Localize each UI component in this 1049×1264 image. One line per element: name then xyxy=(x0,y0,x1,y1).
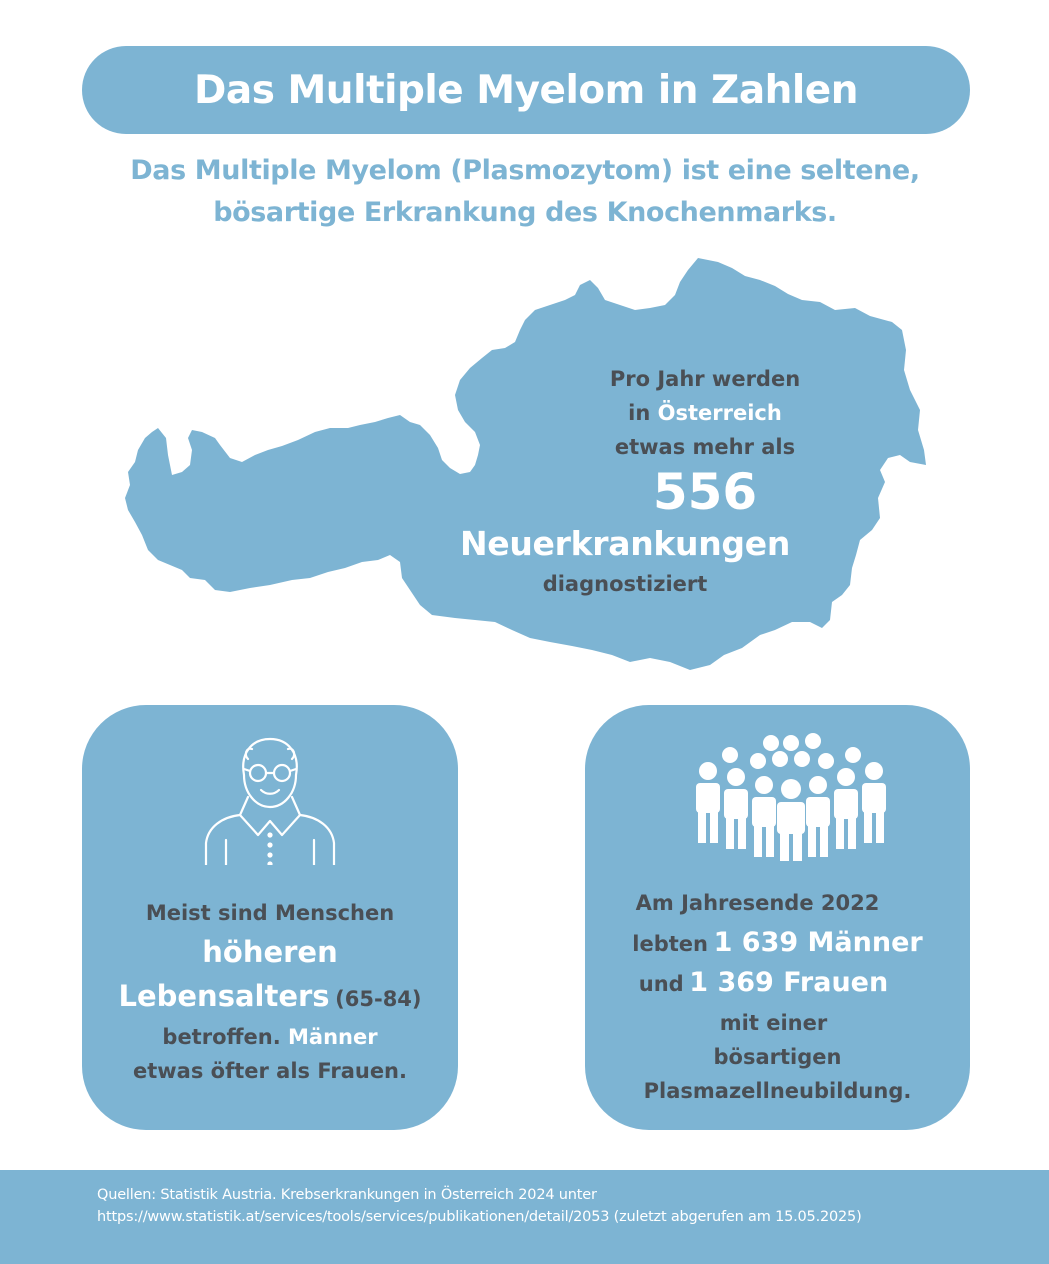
sources-line-1: Quellen: Statistik Austria. Krebserkrankungen in Österreich 2024 unter xyxy=(97,1187,597,1203)
subtitle-line-1: Das Multiple Myelom (Plasmozytom) ist eine seltene, xyxy=(130,155,920,186)
prevalence-card xyxy=(585,705,970,1130)
age-highlight-1: höheren xyxy=(202,935,338,969)
diagnosed-label: diagnostiziert xyxy=(542,572,708,596)
prevalence-line-3 xyxy=(571,967,956,998)
age-line-5: etwas öfter als Frauen. xyxy=(132,1059,407,1083)
map-intro-text xyxy=(580,362,830,464)
age-line-3 xyxy=(82,979,458,1013)
age-highlight-2: Lebensalters xyxy=(118,979,330,1013)
new-cases-label: Neuerkrankungen xyxy=(459,524,791,563)
sources-footer xyxy=(0,1170,1049,1264)
age-line-4-prefix: betroffen. xyxy=(162,1025,288,1049)
women-count: 1 369 Frauen xyxy=(689,967,889,998)
age-line-1: Meist sind Menschen xyxy=(145,901,395,925)
prevalence-line-6: Plasmazellneubildung. xyxy=(643,1079,912,1103)
subtitle-line-2: bösartige Erkrankung des Knochenmarks. xyxy=(213,197,837,228)
and-label: und xyxy=(638,972,684,996)
prevalence-line-1: Am Jahresende 2022 xyxy=(635,891,880,915)
lived-label: lebten xyxy=(632,932,709,956)
page-title: Das Multiple Myelom in Zahlen xyxy=(194,67,858,113)
men-highlight: Männer xyxy=(288,1025,378,1049)
prevalence-line-2 xyxy=(585,927,970,958)
new-cases-number: 556 xyxy=(652,463,758,521)
map-line-2 xyxy=(580,396,830,430)
men-count: 1 639 Männer xyxy=(713,927,923,958)
age-card xyxy=(82,705,458,1130)
map-line-3: etwas mehr als xyxy=(614,435,796,459)
prevalence-line-5: bösartigen xyxy=(713,1045,842,1069)
page-subtitle xyxy=(40,150,1010,234)
title-banner xyxy=(82,46,970,134)
sources-text xyxy=(97,1184,862,1228)
elderly-man-icon xyxy=(204,735,336,865)
age-line-4 xyxy=(82,1025,458,1049)
age-range: (65-84) xyxy=(335,987,422,1011)
group-of-people-icon xyxy=(688,731,894,861)
map-line-2-prefix: in xyxy=(628,401,658,425)
country-highlight: Österreich xyxy=(657,401,782,425)
sources-link[interactable]: https://www.statistik.at/services/tools/services/publikationen/detail/2053 (zuletzt abgerufen am 15.05.2025) xyxy=(97,1209,862,1225)
prevalence-line-4: mit einer xyxy=(719,1011,828,1035)
map-line-1: Pro Jahr werden xyxy=(609,367,801,391)
